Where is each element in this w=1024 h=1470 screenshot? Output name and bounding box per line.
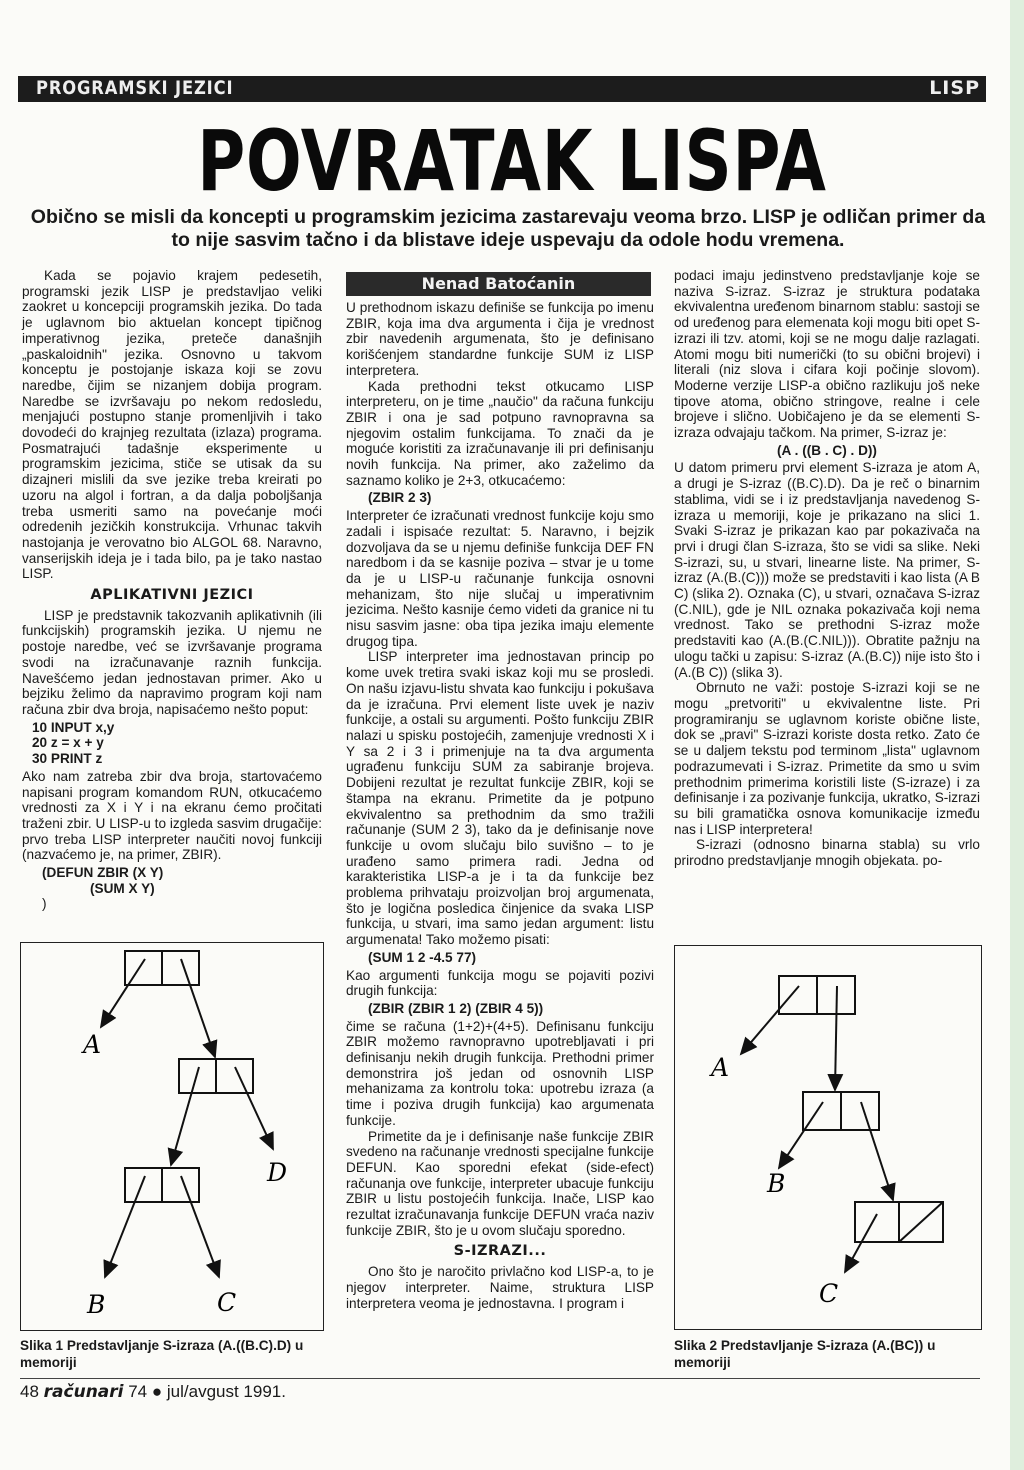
figure-1-diagram	[21, 943, 323, 1330]
atom-label: D	[267, 1158, 288, 1187]
paragraph: Kada se pojavio krajem pedesetih, programski jezik LISP je predstavljao veliki zaokret u koncepciji programskih jezika. Do tada je uglavnom bio aktuelan koncept tipičnog imperativnog jezika, preteče današnjih „paskaloidnih" jezika. Osnovno u takvom konceptu je postojanje iskaza koji se zovu naredbe, čijim se nizanjem dobija program. Naredbe se izvršavaju po nekom redosledu, menjajući postupno stanje promenljivih i tako dovodeći do krajnjeg rezultata (izlaza) programa. Posmatrajući tadašnje eksperimente u programskim jezicima, stiče se utisak da su dizajneri mislili da sve jezike treba kreirati po uzoru na algol i fortran, a da dalja poboljšanja treba usmeriti samo na povećanje moći odredenih jezičkih konstrukcija. Vrhunac takvih nastojanja je verovatno bio ALGOL 68. Naravno, vanserijskih ideja je i tada bilo, pa je tako nastao LISP.	[22, 268, 322, 582]
section-banner	[18, 76, 986, 102]
page-footer	[20, 1382, 286, 1402]
column-2	[346, 300, 654, 1311]
section-heading: APLIKATIVNI JEZICI	[90, 587, 254, 604]
code-line: (DEFUN ZBIR (X Y)	[42, 865, 164, 881]
figure-1	[20, 942, 324, 1331]
figure-1-caption: Slika 1 Predstavljanje S-izraza (A.((B.C).D) u memoriji	[20, 1338, 304, 1370]
atom-label: A	[711, 1053, 730, 1082]
atom-label: C	[217, 1288, 237, 1317]
paragraph: S-izrazi (odnosno binarna stabla) su vrlo prirodno predstavljanje mnogih objekata. po-	[674, 837, 980, 869]
page-number: 48	[20, 1382, 39, 1401]
figure-2-diagram	[675, 946, 981, 1329]
code-line: (SUM 1 2 -4.5 77)	[368, 949, 477, 965]
paragraph: Ako nam zatreba zbir dva broja, startovaćemo napisani program komandom RUN, otkucaćemo vrednosti za X i Y i na ekranu ćemo pročitati traženi zbir. U LISP-u to izgleda sasvim drugačije: prvo treba LISP interpreter naučiti novoj funkciji (nazvaćemo je, na primer, ZBIR).	[22, 768, 322, 863]
paragraph: Interpreter će izračunati vrednost funkcije koju smo zadali i ispisaće rezultat: 5. Naravno, i bejzik dozvoljava da se u njemu definiše funkcija DEF FN naredbom i da se kasnije poziva – stvar je u tome da je u LISP-u računanje funkcija osnovni mehanizam, što nije slučaj u imperativnim jezicima. Nešto kasnije ćemo videti da granice ni tu nisu sasvim jasne: oba tipa jezika imaju elemente drugog tipa.	[346, 508, 654, 649]
code-line: (ZBIR 2 3)	[368, 490, 432, 506]
article-lead: Obično se misli da koncepti u programskim jezicima zastarevaju veoma brzo. LISP je odličan primer da to nije sasvim tačno i da blistave ideje uspevaju da odole hodu vremena.	[30, 206, 986, 251]
figure-2-caption: Slika 2 Predstavljanje S-izraza (A.(BC)) u memoriji	[674, 1338, 936, 1370]
column-3	[674, 268, 980, 869]
issue-date: jul/avgust 1991.	[166, 1382, 286, 1401]
code-line: 10 INPUT x,y	[32, 719, 115, 735]
code-block	[32, 720, 322, 767]
section-heading: S-IZRAZI...	[453, 1243, 547, 1260]
paragraph: Primetite da je i definisanje naše funkcije ZBIR svedeno na računanje vrednosti specijalne funkcije DEFUN. Kao sporedni efekat (side-efect) računanja ove funkcije, interpreter ubacuje funkciju ZBIR u listu postojećih funkcija. Inače, LISP kao rezultat izračunavanja funkcije DEFUN vraća naziv funkcije ZBIR, što je u ovom slučaju sporedno.	[346, 1128, 654, 1238]
paragraph: U datom primeru prvi element S-izraza je atom A, a drugi je S-izraz ((B.C).D). Da je reč o binarnim stablima, vidi se i iz predstavljanja navedenog S-izraza u memoriji, koje je prikazano na slici 1. Svaki S-izraz je prikazan kao par pokazivača na prvi i drugi član S-izraza, što se vidi sa slike. Neki S-izrazi, su, u stvari, linearne liste. Na primer, S-izraz (A.(B.(C))) može se predstaviti i kao lista (A B C) (slika 2). Oznaka (C), u stvari, označava S-izraz (C.NIL), gde je NIL oznaka pokazivača koji nema vrednost. Tako se prethodni S-izraz može predstaviti kao (A.(B.(C.NIL))). Obratite pažnju na ulogu tački u zapisu: S-izraz (A.(B.C)) nije isto što i (A.(B C)) (slika 3).	[674, 460, 980, 680]
code-line: )	[42, 896, 47, 912]
code-line: (A . ((B . C) . D))	[777, 442, 877, 458]
code-line: 30 PRINT z	[32, 751, 103, 767]
paragraph: LISP je predstavnik takozvanih aplikativnih (ili funkcijskih) programskih jezika. U njemu ne postoje naredbe, već se izvršavanje programa svodi na izračunavanje raznih funkcija. Navešćemo jedan jednostavan primer. Ako u bejziku želimo da napravimo program koji nam računa zbir dva broja, napisaćemo nešto poput:	[22, 607, 322, 717]
paragraph: Ono što je naročito privlačno kod LISP-a, to je njegov interpreter. Naime, struktura LISP interpretera veoma je jednostavna. I program i	[346, 1264, 654, 1311]
magazine-name: računari	[43, 1382, 124, 1402]
atom-label: A	[83, 1030, 102, 1059]
paragraph: LISP interpreter ima jednostavan princip po kome uvek tretira svaki iskaz koji mu se prosledi. On našu izjavu-listu shvata kao funkciju i pokušava da je izračuna. Prvi element liste uvek je naziv funkcije, a ostali su argumenti. Pošto funkciju ZBIR nalazi u spisku postojećih, zamenjuje vrednosti X i Y sa 2 i 3 i primenjuje na ta dva argumenta ugrađenu funkciju SUM za sabiranje brojeva. Dobijeni rezultat je rezultat funkcije ZBIR, koji se štampa na ekranu. Primetite da je potpuno ekvivalentno sa prethodnim da smo tražili računanje (SUM 2 3), tako da je definisanje nove funkcije u ovom slučaju bilo suvišno – to je urađeno samo primera radi. Jedna od karakteristika LISP-a je i ta da funkcije bez problema prihvataju proizvoljan broj argumenata, što je logična posledica činjenice da svaka LISP funkcija, u stvari, ima samo jedan argument: listu argumenata! Tako možemo pisati:	[346, 649, 654, 948]
paragraph: Kao argumenti funkcija mogu se pojaviti pozivi drugih funkcija:	[346, 967, 654, 999]
page-edge	[1010, 0, 1024, 1470]
column-1	[22, 268, 322, 914]
paragraph: čime se računa (1+2)+(4+5). Definisanu funkciju ZBIR možemo ravnopravno upotrebljavati i pri definisanju nekih drugih funkcija. Prethodni primer demonstrira još jedan od osnovnih LISP mehanizama za kontrolu toka: upotrebu izraza (a time i poziva drugih funkcija) kao argumenata funkcije.	[346, 1018, 654, 1128]
paragraph: U prethodnom iskazu definiše se funkcija po imenu ZBIR, koja ima dva argumenta i čija je vrednost zbir navedenih argumenata, što je definisano korišćenjem standardne funkcije SUM iz LISP interpretera.	[346, 300, 654, 378]
paragraph: podaci imaju jedinstveno predstavljanje koje se naziva S-izraz. S-izraz je struktura podataka ekvivalentna uređenom binarnom stablu: sastoji se od uređenog para elemenata koji mogu biti opet S-izrazi ili tzv. atomi, koji se ne mogu dalje razlagati. Atomi mogu biti numerički (to su obični brojevi) i literali (niz slova i cifara koji počinje slovom). Moderne verzije LISP-a obično razlikuju još neke tipove atoma, obično stringove, realne i cele brojeve i slično. Uobičajeno je da se elementi S-izraza odvajaju tačkom. Na primer, S-izraz je:	[674, 268, 980, 441]
atom-label: C	[819, 1279, 839, 1308]
article-title: POVRATAK LISPA	[197, 112, 827, 210]
topic-label: LISP	[929, 77, 980, 99]
paragraph: Kada prethodni tekst otkucamo LISP interpreteru, on je time „naučio" da računa funkciju ZBIR i ona je sad potpuno ravnopravna sa njegovim ostalim funkcijama. To znači da je moguće koristiti za izračunavanje ili pri definisanju novih funkcija. Na primer, ako zaželimo da saznamo koliko je 2+3, otkucaćemo:	[346, 378, 654, 488]
atom-label: B	[87, 1290, 106, 1319]
author-bar: Nenad Batoćanin	[346, 272, 651, 296]
code-line: (ZBIR (ZBIR 1 2) (ZBIR 4 5))	[368, 1000, 544, 1016]
issue-number: 74	[128, 1382, 148, 1401]
code-line: (SUM X Y)	[90, 880, 155, 896]
section-label: PROGRAMSKI JEZICI	[36, 77, 234, 99]
code-line: 20 z = x + y	[32, 735, 104, 751]
atom-label: B	[767, 1169, 786, 1198]
paragraph: Obrnuto ne važi: postoje S-izrazi koji se ne mogu „pretvoriti" u ekvivalentne liste. Pri programiranju se uglavnom koriste obične liste, dok se „pravi" S-izrazi koriste dosta retko. Zato će se u daljem tekstu pod terminom „lista" uglavnom podrazumevati i S-izraz. Primetite da smo u svim prethodnim primerima koristili liste (S-izraze) i za definisanje i za pozivanje funkcija, ukratko, S-izrazi su bili gramatička osnova komunikacije između nas i LISP interpretera!	[674, 680, 981, 837]
figure-2	[674, 945, 982, 1330]
code-block	[42, 865, 322, 912]
footer-rule	[20, 1378, 980, 1379]
bullet: ●	[151, 1382, 163, 1401]
